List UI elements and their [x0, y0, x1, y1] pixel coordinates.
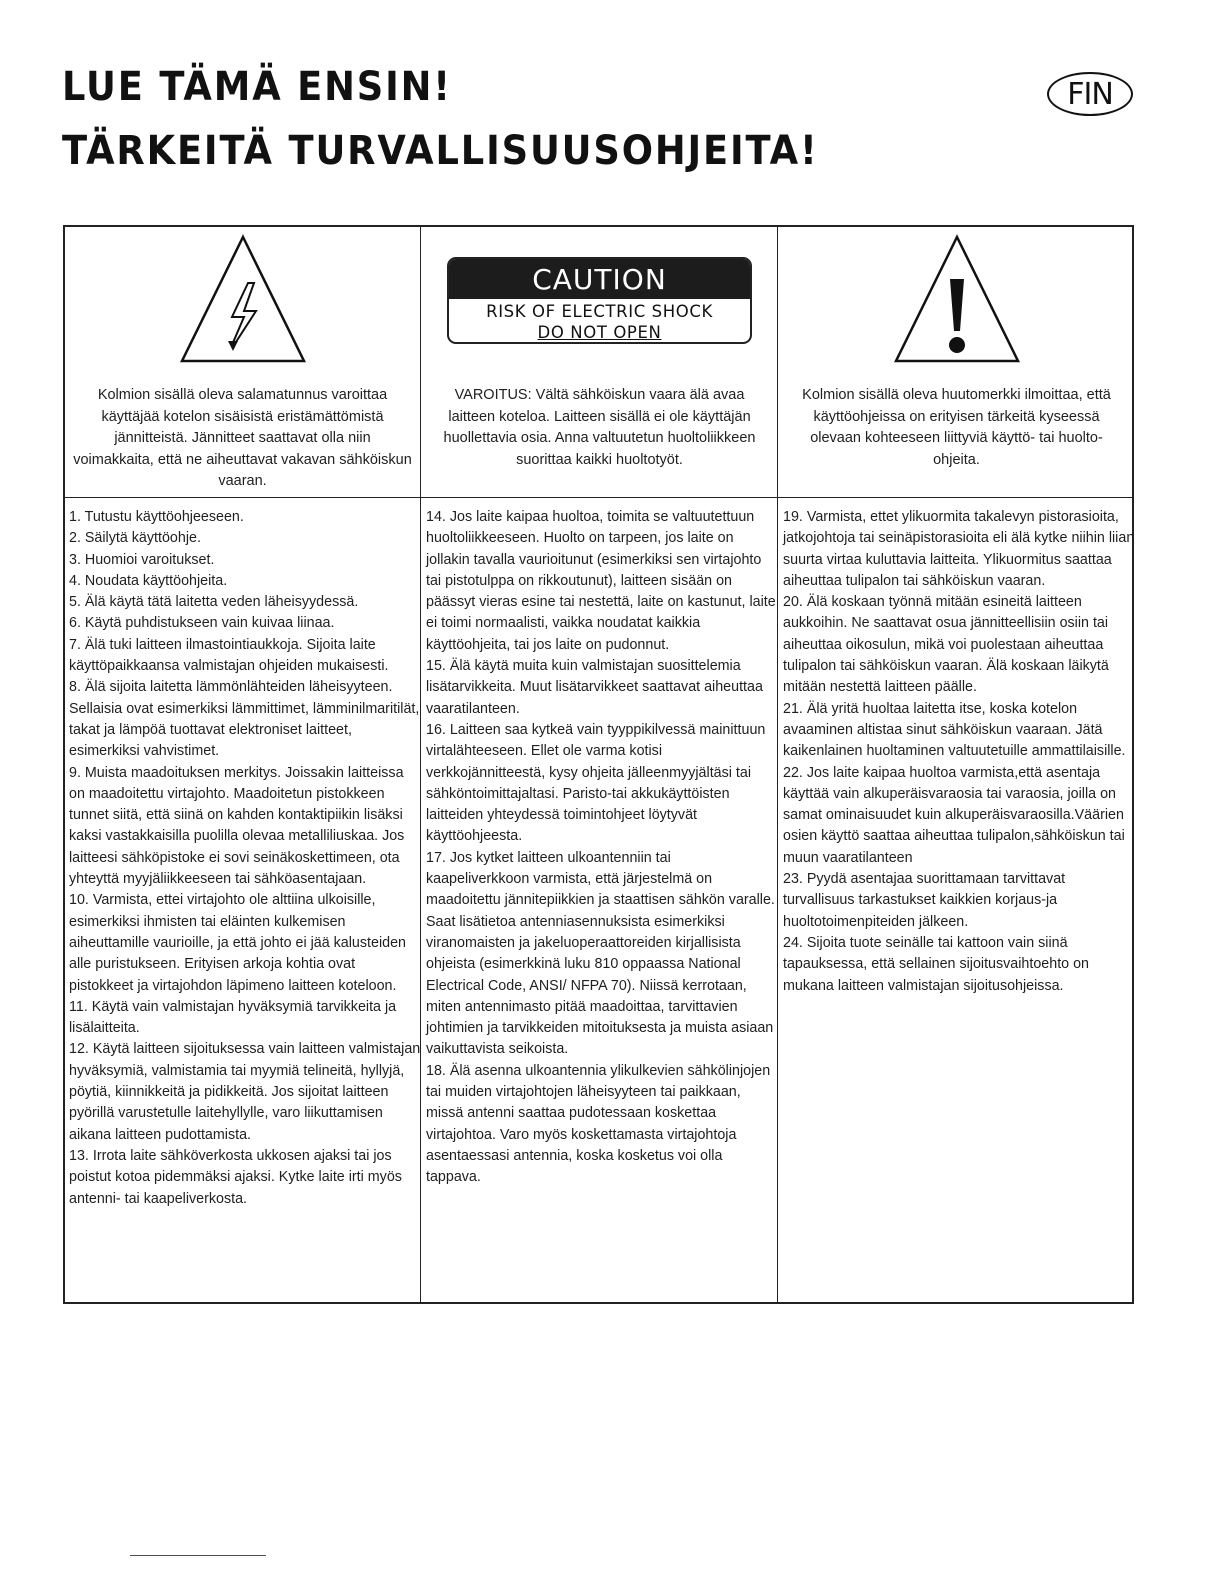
instruction-item: 12. Käytä laitteen sijoituksessa vain laitteen valmistajan hyväksymiä, valmistamia tai myymiä telineitä, hyllyjä, pöytiä, kiinnikkeitä ja pidikkeitä. Jos sijoitat laitteen pyörillä varustetulle laitehyllylle, varo liikuttamisen aikana laitteen pudottamista. — [69, 1041, 421, 1143]
instructions-column-2 — [426, 507, 778, 1189]
instruction-item: 15. Älä käytä muita kuin valmistajan suosittelemia lisätarvikkeita. Muut lisätarvikkeet saattavat aiheuttaa vaaratilanteen. — [426, 658, 763, 717]
instruction-item: 24. Sijoita tuote seinälle tai kattoon vain siinä tapauksessa, että sellainen sijoitusvaihtoehto on mukana laitteen valmistajan sijoitusohjeissa. — [783, 934, 1089, 994]
instruction-item: 5. Älä käytä tätä laitetta veden läheisyydessä. — [69, 594, 359, 611]
row-divider — [65, 497, 1132, 498]
caution-warning-text: VAROITUS: Vältä sähköiskun vaara älä avaa laitteen koteloa. Laitteen sisällä ei ole käyttäjän huollettavia osia. Anna valtuutetun huoltoliikkeen suorittaa kaikki huoltotyöt. — [443, 387, 756, 468]
instruction-item: 6. Käytä puhdistukseen vain kuivaa liinaa. — [69, 615, 335, 632]
instructions-column-1 — [69, 507, 421, 1210]
caution-line-2: DO NOT OPEN — [537, 323, 662, 342]
instructions-column-3 — [783, 507, 1135, 997]
instruction-item: 20. Älä koskaan työnnä mitään esineitä laitteen aukkoihin. Ne saattavat osua jännitteellisiin osiin tai aiheuttaa oikosulun, mikä voi puolestaan aiheuttaa tulipalon tai sähköiskun vaaran. Älä koskaan läikytä mitään nestettä laitteen päälle. — [783, 594, 1109, 696]
instruction-item: 10. Varmista, ettei virtajohto ole alttiina ulkoisille, esimerkiksi ihmisten tai eläinten kulkemisen aiheuttamille vaurioille, ja että johto ei jää kalusteiden alle puristukseen. Erityisen arkoja kohtia ovat pistokkeet ja virtajohdon läpimeno laitteen koteloon. — [69, 892, 406, 994]
caution-line-1: RISK OF ELECTRIC SHOCK — [486, 302, 713, 321]
instruction-item: 13. Irrota laite sähköverkosta ukkosen ajaksi tai jos poistut kotoa pidemmäksi ajaksi. Kytke laite irti myös antenni- tai kaapeliverkosta. — [69, 1147, 402, 1207]
instruction-item: 1. Tutustu käyttöohjeeseen. — [69, 509, 244, 525]
language-badge: FIN — [1047, 72, 1133, 116]
instruction-item: 22. Jos laite kaipaa huoltoa varmista,että asentaja käyttää vain alkuperäisvaraosia tai varaosia, joilla on samat ominaisuudet kuin alkuperäisvaraosilla.Väärien osien käyttö saattaa aiheuttaa tulipalon,sähköiskun tai muun vaaratilanteen — [783, 764, 1125, 866]
instruction-item: 8. Älä sijoita laitetta lämmönlähteiden läheisyyteen. Sellaisia ovat esimerkiksi lämmittimet, lämminilmaritilät, takat ja lämpöä tuottavat elektroniset laitteet, esimerkiksi vahvistimet. — [69, 679, 420, 760]
caution-label — [447, 257, 752, 344]
instruction-item: 9. Muista maadoituksen merkitys. Joissakin laitteissa on maadoitettu virtajohto. Maadoitetun pistokkeen tunnet siitä, että siinä on kahden kontaktipiikin lisäksi kaksi vastakkaisilla puolilla olevaa metalliliuskaa. Jos laitteesi sähköpistoke ei sovi seinäkoskettimeen, ota yhteyttä myyjäliikkeeseen tai sähköasentajaan. — [69, 764, 405, 888]
caution-cell — [422, 227, 777, 497]
instruction-item: 23. Pyydä asentajaa suorittamaan tarvittavat turvallisuus tarkastukset kaikkien korjaus-ja huoltotoimenpiteiden jälkeen. — [783, 871, 1066, 930]
page-title-line-2: TÄRKEITÄ TURVALLISUUSOHJEITA! — [62, 128, 819, 174]
instruction-item: 2. Säilytä käyttöohje. — [69, 530, 201, 547]
lightning-symbol-cell — [65, 227, 420, 497]
instruction-item: 19. Varmista, ettet ylikuormita takalevyn pistorasioita, jatkojohtoja tai seinäpistorasioita eli älä kytke niihin liian suurta virtaa kuluttavia laitteita. Ylikuormitus saattaa aiheuttaa tulipalon tai sähköiskun vaaran. — [783, 509, 1135, 589]
instruction-item: 4. Noudata käyttöohjeita. — [69, 572, 228, 589]
caution-heading: CAUTION — [449, 259, 750, 299]
instruction-item: 18. Älä asenna ulkoantennia ylikulkevien sähkölinjojen tai muiden virtajohtojen läheisyyteen tai paikkaan, missä antenni saattaa pudotessaan koskettaa virtajohtoa. Varo myös koskettamasta virtajohtoja asentaessasi antennia, koska kosketus voi olla tappava. — [426, 1062, 771, 1186]
exclamation-symbol-text: Kolmion sisällä oleva huutomerkki ilmoittaa, että käyttöohjeissa on erityisen tärkeitä kyseessä olevaan kohteeseen liittyviä käyttö- tai huolto-ohjeita. — [802, 387, 1111, 468]
instruction-item: 7. Älä tuki laitteen ilmastointiaukkoja. Sijoita laite käyttöpaikkaansa valmistajan ohjeiden mukaisesti. — [69, 636, 389, 675]
instruction-item: 3. Huomioi varoitukset. — [69, 551, 215, 568]
instruction-item: 14. Jos laite kaipaa huoltoa, toimita se valtuutettuun huoltoliikkeeseen. Huolto on tarpeen, jos laite on jollakin tavalla vaurioitunut (esimerkiksi sen virtajohto tai pistotulppa on rikkoutunut), laitteen sisään on päässyt vieras esine tai nestettä, laite on kastunut, laite ei toimi normaalisti, vaikka noudatat kaikkia käyttöohjeita, tai jos laite on pudonnut. — [426, 509, 776, 653]
safety-table — [63, 225, 1134, 1304]
lightning-triangle-icon — [178, 233, 308, 367]
instruction-item: 16. Laitteen saa kytkeä vain tyyppikilvessä mainittuun virtalähteeseen. Ellet ole varma kotisi verkkojännitteestä, kysy ohjeita jälleenmyyjältäsi tai sähköntoimittajaltasi. Paristo-tai akkukäyttöisten laitteiden yhteydessä toimintohjeet löytyvät käyttöohjeesta. — [426, 721, 766, 845]
footnote-rule — [130, 1555, 266, 1556]
instruction-item: 11. Käytä vain valmistajan hyväksymiä tarvikkeita ja lisälaitteita. — [69, 998, 397, 1037]
exclamation-symbol-cell — [779, 227, 1134, 497]
page-title-line-1: LUE TÄMÄ ENSIN! — [62, 64, 452, 110]
lightning-symbol-text: Kolmion sisällä oleva salamatunnus varoittaa käyttäjää kotelon sisäisistä eristämättömistä jännitteistä. Jännitteet saattavat olla niin voimakkaita, että ne aiheuttavat vakavan sähköiskun vaaran. — [73, 387, 412, 489]
exclamation-triangle-icon — [892, 233, 1022, 367]
instruction-item: 17. Jos kytket laitteen ulkoantenniin tai kaapeliverkkoon varmista, että järjestelmä on maadoitettu jännitepiikkien ja staattisen sähkön varalle. Saat lisätietoa antenniasennuksista esimerkiksi viranomaisten ja jakeluoperaattoreiden kirjallisista ohjeista (esimerkkinä luku 810 oppaassa National Electrical Code, ANSI/ NFPA 70). Niissä kerrotaan, miten antennimasto pitää maadoittaa, tarvittavien johtimien ja tarvikkeiden mitoituksesta ja muista asiaan vaikuttavista seikoista. — [426, 849, 775, 1058]
instruction-item: 21. Älä yritä huoltaa laitetta itse, koska kotelon avaaminen altistaa sinut sähköiskun vaaraan. Jätä kaikenlainen huoltaminen valtuutetuille ammattilaisille. — [783, 700, 1126, 760]
